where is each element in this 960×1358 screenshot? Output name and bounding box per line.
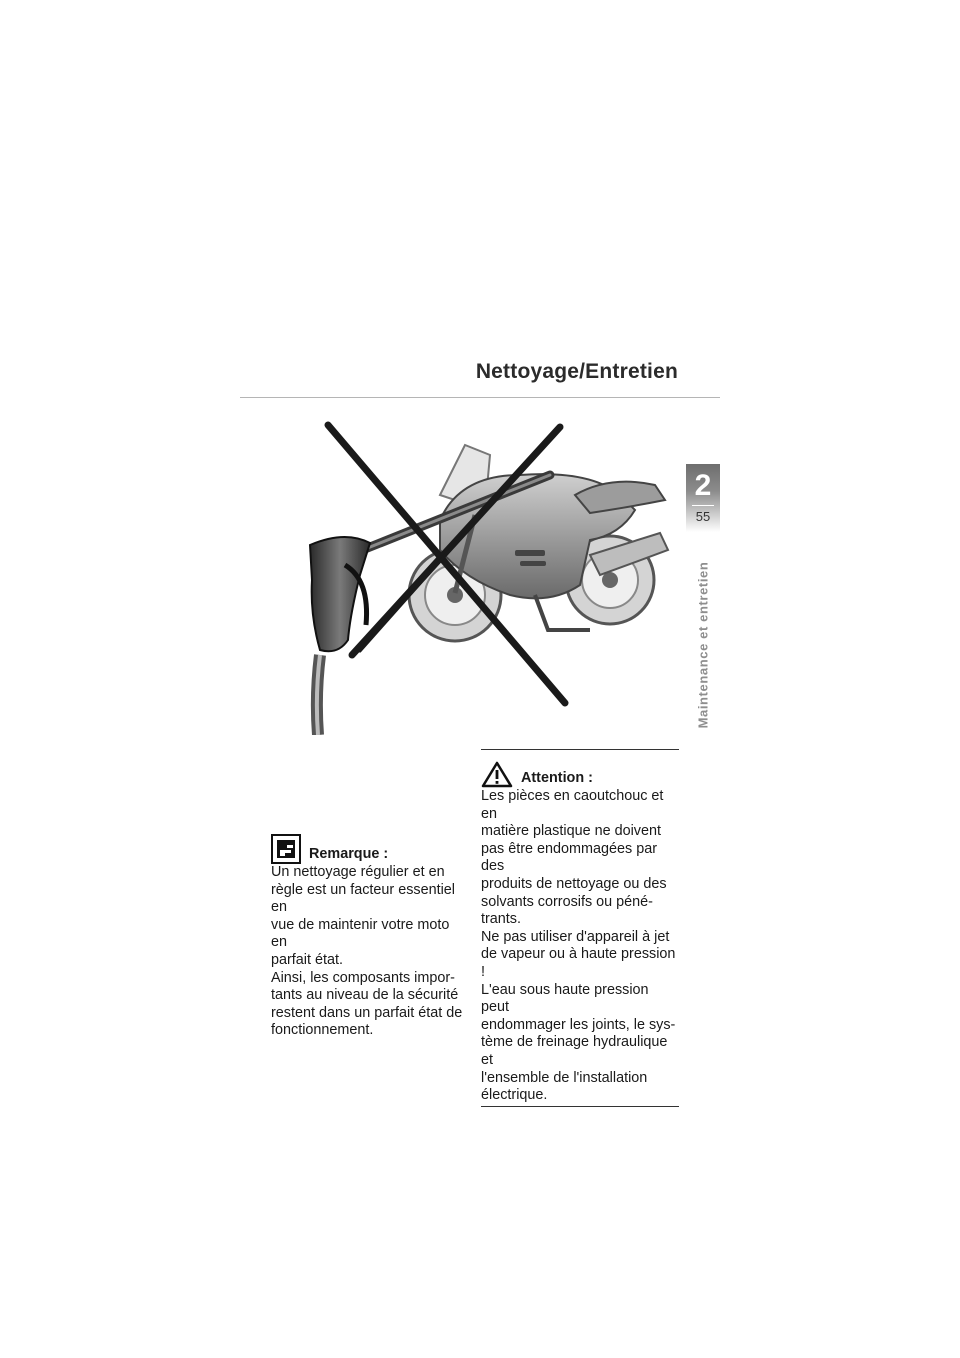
chapter-separator: [692, 505, 714, 506]
warning-text: Les pièces en caoutchouc et en matière plastique ne doivent pas être endommagées par des produits de nettoyage ou des solvants corrosifs ou péné- trants. Ne pas utiliser d'appareil à jet de vapeur ou à haute pression ! L'eau sous haute pression peut endommager les joints, le sys- tème de freinage hydraulique et l'ensemble de l'installation électrique.: [481, 788, 676, 1104]
note-heading: [271, 830, 469, 864]
page-title: Nettoyage/Entretien: [475, 360, 678, 383]
section-side-label: Maintenance et entretien: [695, 561, 711, 729]
chapter-tab: [686, 464, 720, 532]
note-section: [271, 830, 469, 1040]
note-hand-icon: [271, 834, 301, 864]
page-number: 55: [695, 509, 711, 524]
warning-label: Attention :: [521, 770, 593, 787]
title-divider: [240, 397, 720, 398]
note-text: Un nettoyage régulier et en règle est un facteur essentiel en vue de maintenir votre moto en parfait état. Ainsi, les composants impor- tants au niveau de la sécurité restent dans un parfait état de fonctionnement.: [271, 864, 463, 1039]
crossed-out-pressure-washer-illustration: [290, 415, 680, 735]
chapter-number: 2: [694, 469, 712, 502]
warning-heading: [481, 754, 679, 788]
warning-triangle-icon: [481, 761, 513, 788]
note-label: Remarque :: [309, 846, 389, 863]
warning-section: [481, 749, 679, 1107]
motorcycle-drawing: [409, 445, 668, 641]
